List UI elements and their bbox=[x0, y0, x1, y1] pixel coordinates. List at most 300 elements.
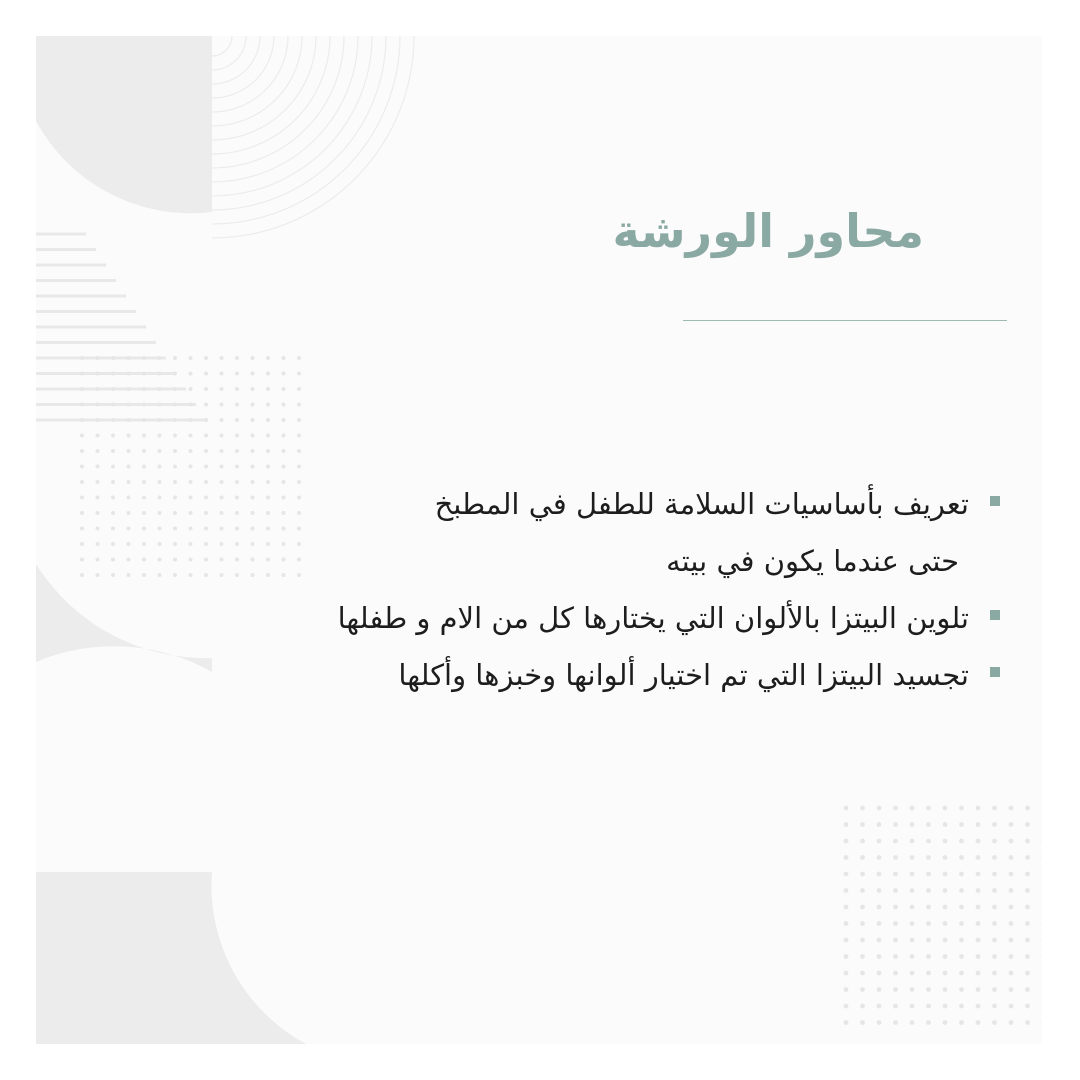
dot bbox=[266, 449, 270, 453]
dot bbox=[1025, 938, 1030, 943]
dot bbox=[992, 806, 997, 811]
dot bbox=[877, 872, 882, 877]
dot bbox=[910, 905, 915, 910]
dot bbox=[992, 971, 997, 976]
dot bbox=[142, 356, 146, 360]
dot bbox=[844, 1020, 849, 1025]
dot bbox=[1025, 1020, 1030, 1025]
dot bbox=[976, 806, 981, 811]
dot bbox=[127, 496, 131, 500]
dot bbox=[282, 465, 286, 469]
dot bbox=[142, 403, 146, 407]
dot bbox=[1009, 1004, 1014, 1009]
dot bbox=[282, 356, 286, 360]
dot bbox=[959, 839, 964, 844]
dot bbox=[204, 418, 208, 422]
dot bbox=[976, 905, 981, 910]
dot bbox=[204, 449, 208, 453]
dot bbox=[844, 822, 849, 827]
dot bbox=[959, 822, 964, 827]
dot bbox=[959, 888, 964, 893]
dot bbox=[189, 403, 193, 407]
dot bbox=[992, 987, 997, 992]
dot bbox=[860, 1004, 865, 1009]
dot bbox=[235, 403, 239, 407]
dot bbox=[127, 356, 131, 360]
dot bbox=[220, 449, 224, 453]
dot bbox=[860, 1020, 865, 1025]
dot bbox=[266, 356, 270, 360]
dot bbox=[111, 465, 115, 469]
dot bbox=[976, 938, 981, 943]
dot bbox=[127, 573, 131, 577]
dot bbox=[976, 971, 981, 976]
dot bbox=[1009, 855, 1014, 860]
dot bbox=[943, 954, 948, 959]
dot bbox=[877, 822, 882, 827]
dot bbox=[251, 387, 255, 391]
bullet-text: حتى عندما يكون في بيته bbox=[666, 544, 959, 578]
dot bbox=[1025, 1004, 1030, 1009]
dot bbox=[943, 905, 948, 910]
dot bbox=[910, 888, 915, 893]
dot bbox=[80, 558, 84, 562]
dot bbox=[251, 418, 255, 422]
dot bbox=[80, 573, 84, 577]
dot bbox=[959, 872, 964, 877]
dot bbox=[266, 418, 270, 422]
dot bbox=[992, 822, 997, 827]
bullet-list bbox=[142, 476, 1002, 704]
dot bbox=[860, 954, 865, 959]
bottom-left-shape bbox=[36, 872, 306, 1044]
dot bbox=[251, 356, 255, 360]
dot bbox=[297, 465, 301, 469]
dot bbox=[1009, 905, 1014, 910]
dot bbox=[297, 434, 301, 438]
dot bbox=[80, 511, 84, 515]
dot bbox=[142, 372, 146, 376]
dot bbox=[1009, 987, 1014, 992]
dot bbox=[189, 372, 193, 376]
dot bbox=[910, 921, 915, 926]
dot bbox=[96, 480, 100, 484]
dot bbox=[926, 855, 931, 860]
dot bbox=[111, 372, 115, 376]
dot bbox=[111, 356, 115, 360]
dot bbox=[80, 403, 84, 407]
page-title: محاور الورشة bbox=[612, 204, 924, 258]
dot bbox=[127, 434, 131, 438]
dot bbox=[893, 839, 898, 844]
dot bbox=[976, 921, 981, 926]
dot bbox=[251, 372, 255, 376]
dot bbox=[96, 356, 100, 360]
dot bbox=[235, 372, 239, 376]
bullet-item bbox=[142, 590, 1002, 647]
arc-line bbox=[212, 36, 386, 210]
dot bbox=[96, 542, 100, 546]
dot bbox=[282, 387, 286, 391]
dot bbox=[926, 888, 931, 893]
dot bbox=[959, 938, 964, 943]
dot bbox=[943, 888, 948, 893]
dot bbox=[282, 418, 286, 422]
dot bbox=[96, 511, 100, 515]
dot bbox=[111, 527, 115, 531]
dot bbox=[926, 905, 931, 910]
dot bbox=[173, 372, 177, 376]
dot bbox=[266, 387, 270, 391]
dot bbox=[282, 434, 286, 438]
dot bbox=[943, 839, 948, 844]
dot bbox=[926, 971, 931, 976]
dot bbox=[173, 356, 177, 360]
dot bbox=[976, 1020, 981, 1025]
dot bbox=[943, 806, 948, 811]
dot bbox=[158, 418, 162, 422]
dot bbox=[860, 921, 865, 926]
dot bbox=[893, 905, 898, 910]
dot bbox=[959, 806, 964, 811]
dot bbox=[1009, 822, 1014, 827]
dot bbox=[860, 905, 865, 910]
dot bbox=[943, 921, 948, 926]
dot bbox=[96, 387, 100, 391]
dot bbox=[235, 418, 239, 422]
dot bbox=[976, 872, 981, 877]
dot bbox=[127, 449, 131, 453]
dot bbox=[96, 465, 100, 469]
dot bbox=[877, 888, 882, 893]
dot bbox=[127, 480, 131, 484]
dot bbox=[204, 434, 208, 438]
dot bbox=[926, 987, 931, 992]
dot bbox=[111, 418, 115, 422]
dot bbox=[976, 888, 981, 893]
dot bbox=[976, 822, 981, 827]
dot bbox=[992, 954, 997, 959]
dot bbox=[893, 921, 898, 926]
dot bbox=[1025, 839, 1030, 844]
dot bbox=[860, 938, 865, 943]
dot bbox=[893, 872, 898, 877]
dot bbox=[860, 806, 865, 811]
dot bbox=[959, 921, 964, 926]
dot bbox=[235, 465, 239, 469]
dot bbox=[111, 387, 115, 391]
dot bbox=[204, 387, 208, 391]
dot bbox=[1025, 872, 1030, 877]
dot bbox=[127, 403, 131, 407]
dot bbox=[976, 954, 981, 959]
stripe-lines bbox=[36, 234, 206, 420]
dot bbox=[926, 938, 931, 943]
dot bbox=[173, 465, 177, 469]
dot bbox=[844, 938, 849, 943]
dot bbox=[235, 449, 239, 453]
dot bbox=[943, 971, 948, 976]
dot bbox=[877, 1020, 882, 1025]
arc-line bbox=[212, 36, 246, 70]
dot bbox=[111, 558, 115, 562]
dot bbox=[111, 403, 115, 407]
dot bbox=[926, 1020, 931, 1025]
dot bbox=[96, 372, 100, 376]
dot bbox=[959, 987, 964, 992]
dot bbox=[266, 372, 270, 376]
dot bbox=[127, 387, 131, 391]
dot bbox=[959, 855, 964, 860]
dot bbox=[80, 496, 84, 500]
dot bbox=[926, 954, 931, 959]
dot bbox=[893, 888, 898, 893]
dot bbox=[297, 387, 301, 391]
dot bbox=[910, 839, 915, 844]
dot bbox=[943, 855, 948, 860]
dot bbox=[844, 888, 849, 893]
square-bullet-icon bbox=[990, 610, 1000, 620]
content-panel bbox=[36, 36, 1042, 1044]
square-bullet-icon bbox=[990, 667, 1000, 677]
dot bbox=[282, 449, 286, 453]
dot bbox=[893, 806, 898, 811]
dot bbox=[1025, 822, 1030, 827]
dot bbox=[844, 839, 849, 844]
bullet-item bbox=[142, 647, 1002, 704]
dot bbox=[80, 387, 84, 391]
dot bbox=[992, 872, 997, 877]
bullet-item bbox=[142, 476, 1002, 590]
dot bbox=[80, 465, 84, 469]
dot bbox=[1009, 1020, 1014, 1025]
dot bbox=[1025, 855, 1030, 860]
dot bbox=[926, 872, 931, 877]
dot bbox=[844, 905, 849, 910]
dot bbox=[910, 822, 915, 827]
dot bbox=[1009, 938, 1014, 943]
dot bbox=[1009, 954, 1014, 959]
dot bbox=[158, 372, 162, 376]
dot bbox=[111, 434, 115, 438]
dot bbox=[910, 1004, 915, 1009]
dot bbox=[910, 938, 915, 943]
dot bbox=[926, 921, 931, 926]
dot bbox=[976, 839, 981, 844]
dot bbox=[1009, 921, 1014, 926]
dot bbox=[877, 806, 882, 811]
quarter-circle-shape bbox=[36, 36, 212, 213]
dot bbox=[96, 418, 100, 422]
dot bbox=[96, 403, 100, 407]
dot bbox=[877, 938, 882, 943]
dot bbox=[976, 855, 981, 860]
dot bbox=[189, 387, 193, 391]
dot bbox=[142, 387, 146, 391]
dot bbox=[282, 403, 286, 407]
dot bbox=[877, 954, 882, 959]
dot bbox=[204, 372, 208, 376]
dot bbox=[158, 403, 162, 407]
dot bbox=[297, 449, 301, 453]
dot bbox=[251, 403, 255, 407]
dot bbox=[877, 971, 882, 976]
dot bbox=[142, 434, 146, 438]
dot bbox=[893, 1020, 898, 1025]
dot bbox=[235, 387, 239, 391]
arc-line bbox=[212, 36, 400, 224]
dot bbox=[910, 855, 915, 860]
dot bbox=[142, 449, 146, 453]
dot bbox=[96, 434, 100, 438]
dot bbox=[943, 822, 948, 827]
dot bbox=[926, 806, 931, 811]
dot bbox=[1009, 971, 1014, 976]
dot bbox=[1009, 872, 1014, 877]
dot bbox=[204, 465, 208, 469]
dot bbox=[910, 971, 915, 976]
arc-line bbox=[212, 36, 302, 126]
dot bbox=[158, 434, 162, 438]
dot bbox=[893, 855, 898, 860]
dot bbox=[992, 1004, 997, 1009]
dot bbox=[1025, 888, 1030, 893]
dot bbox=[959, 1004, 964, 1009]
dot bbox=[80, 418, 84, 422]
dot bbox=[893, 987, 898, 992]
dot bbox=[96, 496, 100, 500]
dot bbox=[173, 387, 177, 391]
dot bbox=[959, 971, 964, 976]
dot bbox=[1009, 839, 1014, 844]
dot bbox=[844, 872, 849, 877]
dot bbox=[220, 403, 224, 407]
dot bbox=[844, 806, 849, 811]
dot bbox=[204, 403, 208, 407]
dot bbox=[80, 372, 84, 376]
dot bbox=[96, 449, 100, 453]
dot bbox=[860, 839, 865, 844]
dot bbox=[1025, 971, 1030, 976]
dot bbox=[860, 971, 865, 976]
dot bbox=[844, 987, 849, 992]
dot bbox=[844, 855, 849, 860]
dot bbox=[189, 418, 193, 422]
dot bbox=[926, 839, 931, 844]
dot bbox=[992, 855, 997, 860]
dot bbox=[926, 822, 931, 827]
dot bbox=[893, 1004, 898, 1009]
arc-line bbox=[212, 36, 344, 168]
dot bbox=[173, 418, 177, 422]
dot bbox=[235, 434, 239, 438]
dot bbox=[943, 938, 948, 943]
dot bbox=[910, 954, 915, 959]
dot bbox=[844, 971, 849, 976]
dot bbox=[893, 954, 898, 959]
dot bbox=[893, 938, 898, 943]
dot bbox=[127, 542, 131, 546]
dot bbox=[992, 938, 997, 943]
dot bbox=[1009, 888, 1014, 893]
dot bbox=[189, 465, 193, 469]
dot bbox=[976, 1004, 981, 1009]
dot bbox=[127, 511, 131, 515]
dot bbox=[235, 356, 239, 360]
dot bbox=[860, 888, 865, 893]
dot bbox=[220, 418, 224, 422]
dot bbox=[80, 356, 84, 360]
dot bbox=[976, 987, 981, 992]
dot bbox=[877, 1004, 882, 1009]
dot bbox=[158, 387, 162, 391]
dot bbox=[127, 372, 131, 376]
dot bbox=[158, 356, 162, 360]
dot bbox=[844, 954, 849, 959]
dot bbox=[127, 418, 131, 422]
dot bbox=[80, 542, 84, 546]
dot bbox=[910, 806, 915, 811]
dot bbox=[893, 971, 898, 976]
dot bbox=[96, 527, 100, 531]
dot bbox=[80, 434, 84, 438]
dot bbox=[173, 403, 177, 407]
dot bbox=[297, 403, 301, 407]
dot bbox=[220, 372, 224, 376]
dot bbox=[220, 434, 224, 438]
dot bbox=[959, 905, 964, 910]
dot bbox=[158, 449, 162, 453]
dot-grid-right bbox=[844, 806, 1042, 1025]
dot bbox=[111, 573, 115, 577]
bullet-text: تعريف بأساسيات السلامة للطفل في المطبخ bbox=[434, 487, 969, 521]
dot bbox=[910, 987, 915, 992]
dot bbox=[127, 558, 131, 562]
dot bbox=[251, 434, 255, 438]
dot bbox=[910, 872, 915, 877]
dot bbox=[96, 558, 100, 562]
dot bbox=[910, 1020, 915, 1025]
dot bbox=[189, 449, 193, 453]
dot bbox=[844, 921, 849, 926]
dot bbox=[189, 356, 193, 360]
dot bbox=[860, 822, 865, 827]
dot bbox=[111, 496, 115, 500]
dot bbox=[959, 1020, 964, 1025]
dot bbox=[297, 418, 301, 422]
dot bbox=[142, 465, 146, 469]
dot bbox=[860, 987, 865, 992]
dot bbox=[127, 465, 131, 469]
dot bbox=[266, 465, 270, 469]
dot bbox=[877, 855, 882, 860]
dot bbox=[158, 465, 162, 469]
dot bbox=[297, 372, 301, 376]
dot bbox=[220, 465, 224, 469]
dot bbox=[943, 1020, 948, 1025]
dot bbox=[142, 418, 146, 422]
dot bbox=[992, 1020, 997, 1025]
dot bbox=[1009, 806, 1014, 811]
dot bbox=[1025, 806, 1030, 811]
dot bbox=[220, 356, 224, 360]
dot bbox=[943, 872, 948, 877]
dot bbox=[1025, 954, 1030, 959]
dot bbox=[893, 822, 898, 827]
dot bbox=[111, 542, 115, 546]
dot bbox=[877, 839, 882, 844]
dot bbox=[80, 527, 84, 531]
